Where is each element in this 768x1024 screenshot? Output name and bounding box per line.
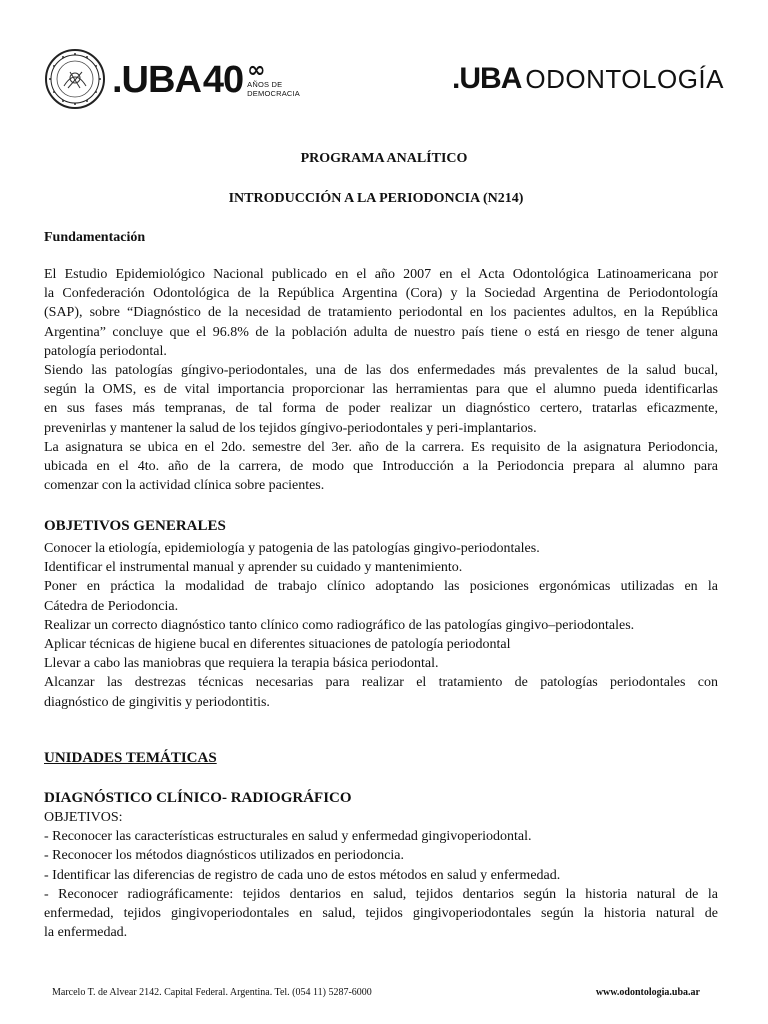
paragraph-line: en sus fases más tempranas, de tal forma de poder realizar un diagnóstico certero, tratarlas eficazmente, [44,401,718,417]
fundamentacion-heading: Fundamentación [44,230,146,245]
footer-website-link[interactable]: www.odontologia.uba.ar [595,987,700,998]
document-title: PROGRAMA ANALÍTICO [300,151,468,166]
paragraph-line: prevenirlas y mantener la salud de los tejidos gíngivo-periodontales y peri-implantarios. [44,420,537,436]
diagnostico-line: - Reconocer las características estructurales en salud y enfermedad gingivoperiodontal. [44,829,532,845]
objetivos-body [44,539,718,712]
unidades-heading: UNIDADES TEMÁTICAS [44,750,217,766]
letterhead [44,48,724,108]
paragraph-line: patología periodontal. [44,343,167,359]
faculty-logo [452,64,724,95]
objective-line: Realizar un correcto diagnóstico tanto clínico como radiográfico de las patologías gingivo–periodontales. [44,617,635,633]
page-footer [52,987,700,1003]
infinity-icon: ∞ [247,58,266,83]
objective-line: Conocer la etiología, epidemiología y patogenia de las patologías gingivo-periodontales. [44,541,540,556]
paragraph-line: (SAP), sobre “Diagnóstico de la necesidad de tratamiento periodontal en los pacientes adultos, en la República [44,305,718,321]
diagnostico-line: la enfermedad. [44,925,128,941]
objective-line: Identificar el instrumental manual y aprender su cuidado y mantenimiento. [44,560,463,576]
university-seal-icon [44,48,106,110]
diagnostico-line: - Identificar las diferencias de registro de cada uno de estos métodos en salud y enfermedad. [44,867,561,883]
footer-address: Marcelo T. de Alvear 2142. Capital Federal. Argentina. Tel. (054 11) 5287-6000 [52,987,372,998]
paragraph-line: El Estudio Epidemiológico Nacional publicado en el año 2007 en el Acta Odontológica Latinoamericana por [44,267,718,282]
paragraph-line: comenzar con la actividad clínica sobre pacientes. [44,478,325,494]
objective-line: Cátedra de Periodoncia. [44,598,179,614]
objective-line: Aplicar técnicas de higiene bucal en diferentes situaciones de patología periodontal [44,636,511,652]
fundamentacion-body [44,265,718,495]
paragraph-line: Siendo las patologías gíngivo-periodontales, una de las dos enfermedades más prevalentes de la salud bucal, [44,362,718,378]
objetivos-heading: OBJETIVOS GENERALES [44,518,226,534]
paragraph-line: Argentina” concluye que el 96.8% de la población adulta de nuestro país tiene o está en riesgo de tener alguna [44,324,718,340]
paragraph-line: la Confederación Odontológica de la República Argentina (Cora) y la Sociedad Argentina de Periodontología [44,286,718,302]
objective-line: Poner en práctica la modalidad de trabajo clínico adoptando las posiciones ergonómicas utilizadas en la [44,579,718,595]
objective-line: Alcanzar las destrezas técnicas necesarias para realizar el tratamiento de patologías periodontales con [44,675,718,691]
faculty-name: ODONTOLOGÍA [525,64,724,94]
objective-line: Llevar a cabo las maniobras que requiera la terapia básica periodontal. [44,656,439,672]
paragraph-line: ubicada en el 4to. año de la carrera, de modo que Introducción a la Periodoncia prepara al alumno para [44,458,718,474]
diagnostico-line: - Reconocer los métodos diagnósticos utilizados en periodoncia. [44,848,405,864]
anniversary-line-1: AÑOS DE [247,80,283,89]
paragraph-line: La asignatura se ubica en el 2do. semestre del 3er. año de la carrera. Es requisito de la asignatura Periodoncia, [44,439,718,455]
paragraph-line: según la OMS, es de vital importancia proporcionar las herramientas para que el alumno pueda identificarlas [44,382,718,398]
objective-line: diagnóstico de gingivitis y periodontitis. [44,694,270,710]
uba40-logo [112,52,300,108]
faculty-logo-word: .UBA [452,62,522,95]
anniversary-line-2: DEMOCRACIA [247,89,301,98]
anniversary-label [247,58,301,98]
uba-logo-word: .UBA [112,59,201,101]
diagnostico-line: OBJETIVOS: [44,810,123,825]
diagnostico-line: - Reconocer radiográficamente: tejidos dentarios en salud, tejidos dentarios según la historia natural de la [44,886,718,902]
anniversary-number: 40 [202,59,244,101]
diagnostico-heading: DIAGNÓSTICO CLÍNICO- RADIOGRÁFICO [44,790,352,806]
diagnostico-line: enfermedad, tejidos gingivoperiodontales en salud, tejidos gingivoperiodontales según la historia natural de [44,905,718,921]
document-subtitle: INTRODUCCIÓN A LA PERIODONCIA (N214) [228,191,524,206]
diagnostico-body [44,808,718,942]
